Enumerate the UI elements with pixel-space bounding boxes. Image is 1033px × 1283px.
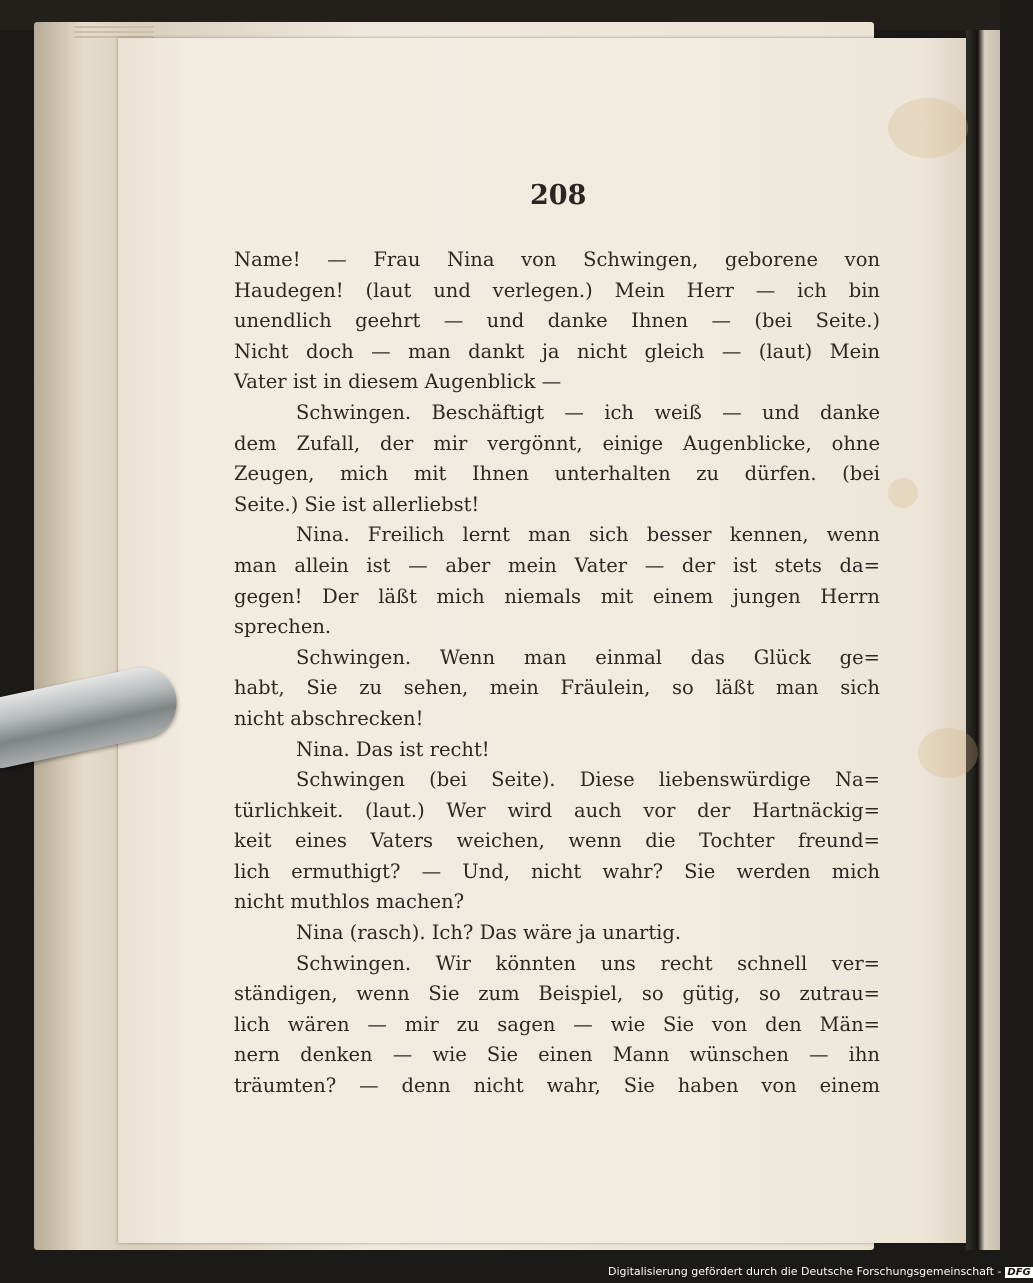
digitization-credit (608, 1265, 1033, 1278)
credit-text: Digitalisierung gefördert durch die Deutsche Forschungsgemeinschaft - (608, 1265, 1002, 1278)
text-line: nicht abschrecken! (234, 706, 424, 730)
dfg-logo: DFG (1007, 1267, 1031, 1278)
text-line: keit eines Vaters weichen, wenn die Tochter freund= (234, 829, 880, 853)
text-line: habt, Sie zu sehen, mein Fräulein, so läßt man sich (234, 676, 880, 700)
text-line: Zeugen, mich mit Ihnen unterhalten zu dürfen. (bei (234, 462, 880, 486)
text-line: türlichkeit. (laut.) Wer wird auch vor der Hartnäckig= (234, 798, 880, 822)
text-line: Schwingen. Wir könnten uns recht schnell ver= (296, 951, 880, 975)
text-line: Nina. Das ist recht! (296, 737, 490, 761)
text-line: nern denken — wie Sie einen Mann wünschen — ihn (234, 1043, 880, 1067)
text-line: nicht muthlos machen? (234, 890, 465, 914)
text-line: Schwingen. Wenn man einmal das Glück ge= (296, 645, 880, 669)
text-line: Nicht doch — man dankt ja nicht gleich — (laut) Mein (234, 339, 880, 363)
text-line: träumten? — denn nicht wahr, Sie haben von einem (234, 1074, 880, 1098)
text-line: dem Zufall, der mir vergönnt, einige Augenblicke, ohne (234, 431, 880, 455)
text-line: sprechen. (234, 615, 332, 639)
text-line: gegen! Der läßt mich niemals mit einem jungen Herrn (234, 584, 880, 608)
text-line: lich ermuthigt? — Und, nicht wahr? Sie werden mich (234, 859, 880, 883)
text-line: Schwingen (bei Seite). Diese liebenswürdige Na= (296, 768, 880, 792)
text-line: Haudegen! (laut und verlegen.) Mein Herr — ich bin (234, 278, 880, 302)
page-text (234, 245, 880, 1102)
text-line: Vater ist in diesem Augenblick — (234, 370, 562, 394)
text-line: lich wären — mir zu sagen — wie Sie von den Män= (234, 1012, 880, 1036)
paper-stain (918, 728, 978, 778)
text-line: man allein ist — aber mein Vater — der ist stets da= (234, 553, 880, 577)
text-line: Schwingen. Beschäftigt — ich weiß — und danke (296, 400, 880, 424)
paper-stain (888, 478, 918, 508)
page-edge (74, 26, 154, 28)
book-gutter-edge (966, 30, 1000, 1250)
text-line: Nina (rasch). Ich? Das wäre ja unartig. (296, 921, 682, 945)
page-edge (74, 31, 154, 33)
text-line: ständigen, wenn Sie zum Beispiel, so gütig, so zutrau= (234, 982, 880, 1006)
page-number: 208 (530, 180, 587, 211)
paper-stain (888, 98, 968, 158)
text-line: Name! — Frau Nina von Schwingen, geborene von (234, 248, 880, 271)
text-line: unendlich geehrt — und danke Ihnen — (bei Seite.) (234, 309, 880, 333)
text-line: Seite.) Sie ist allerliebst! (234, 492, 480, 516)
text-line: Nina. Freilich lernt man sich besser kennen, wenn (296, 523, 880, 547)
